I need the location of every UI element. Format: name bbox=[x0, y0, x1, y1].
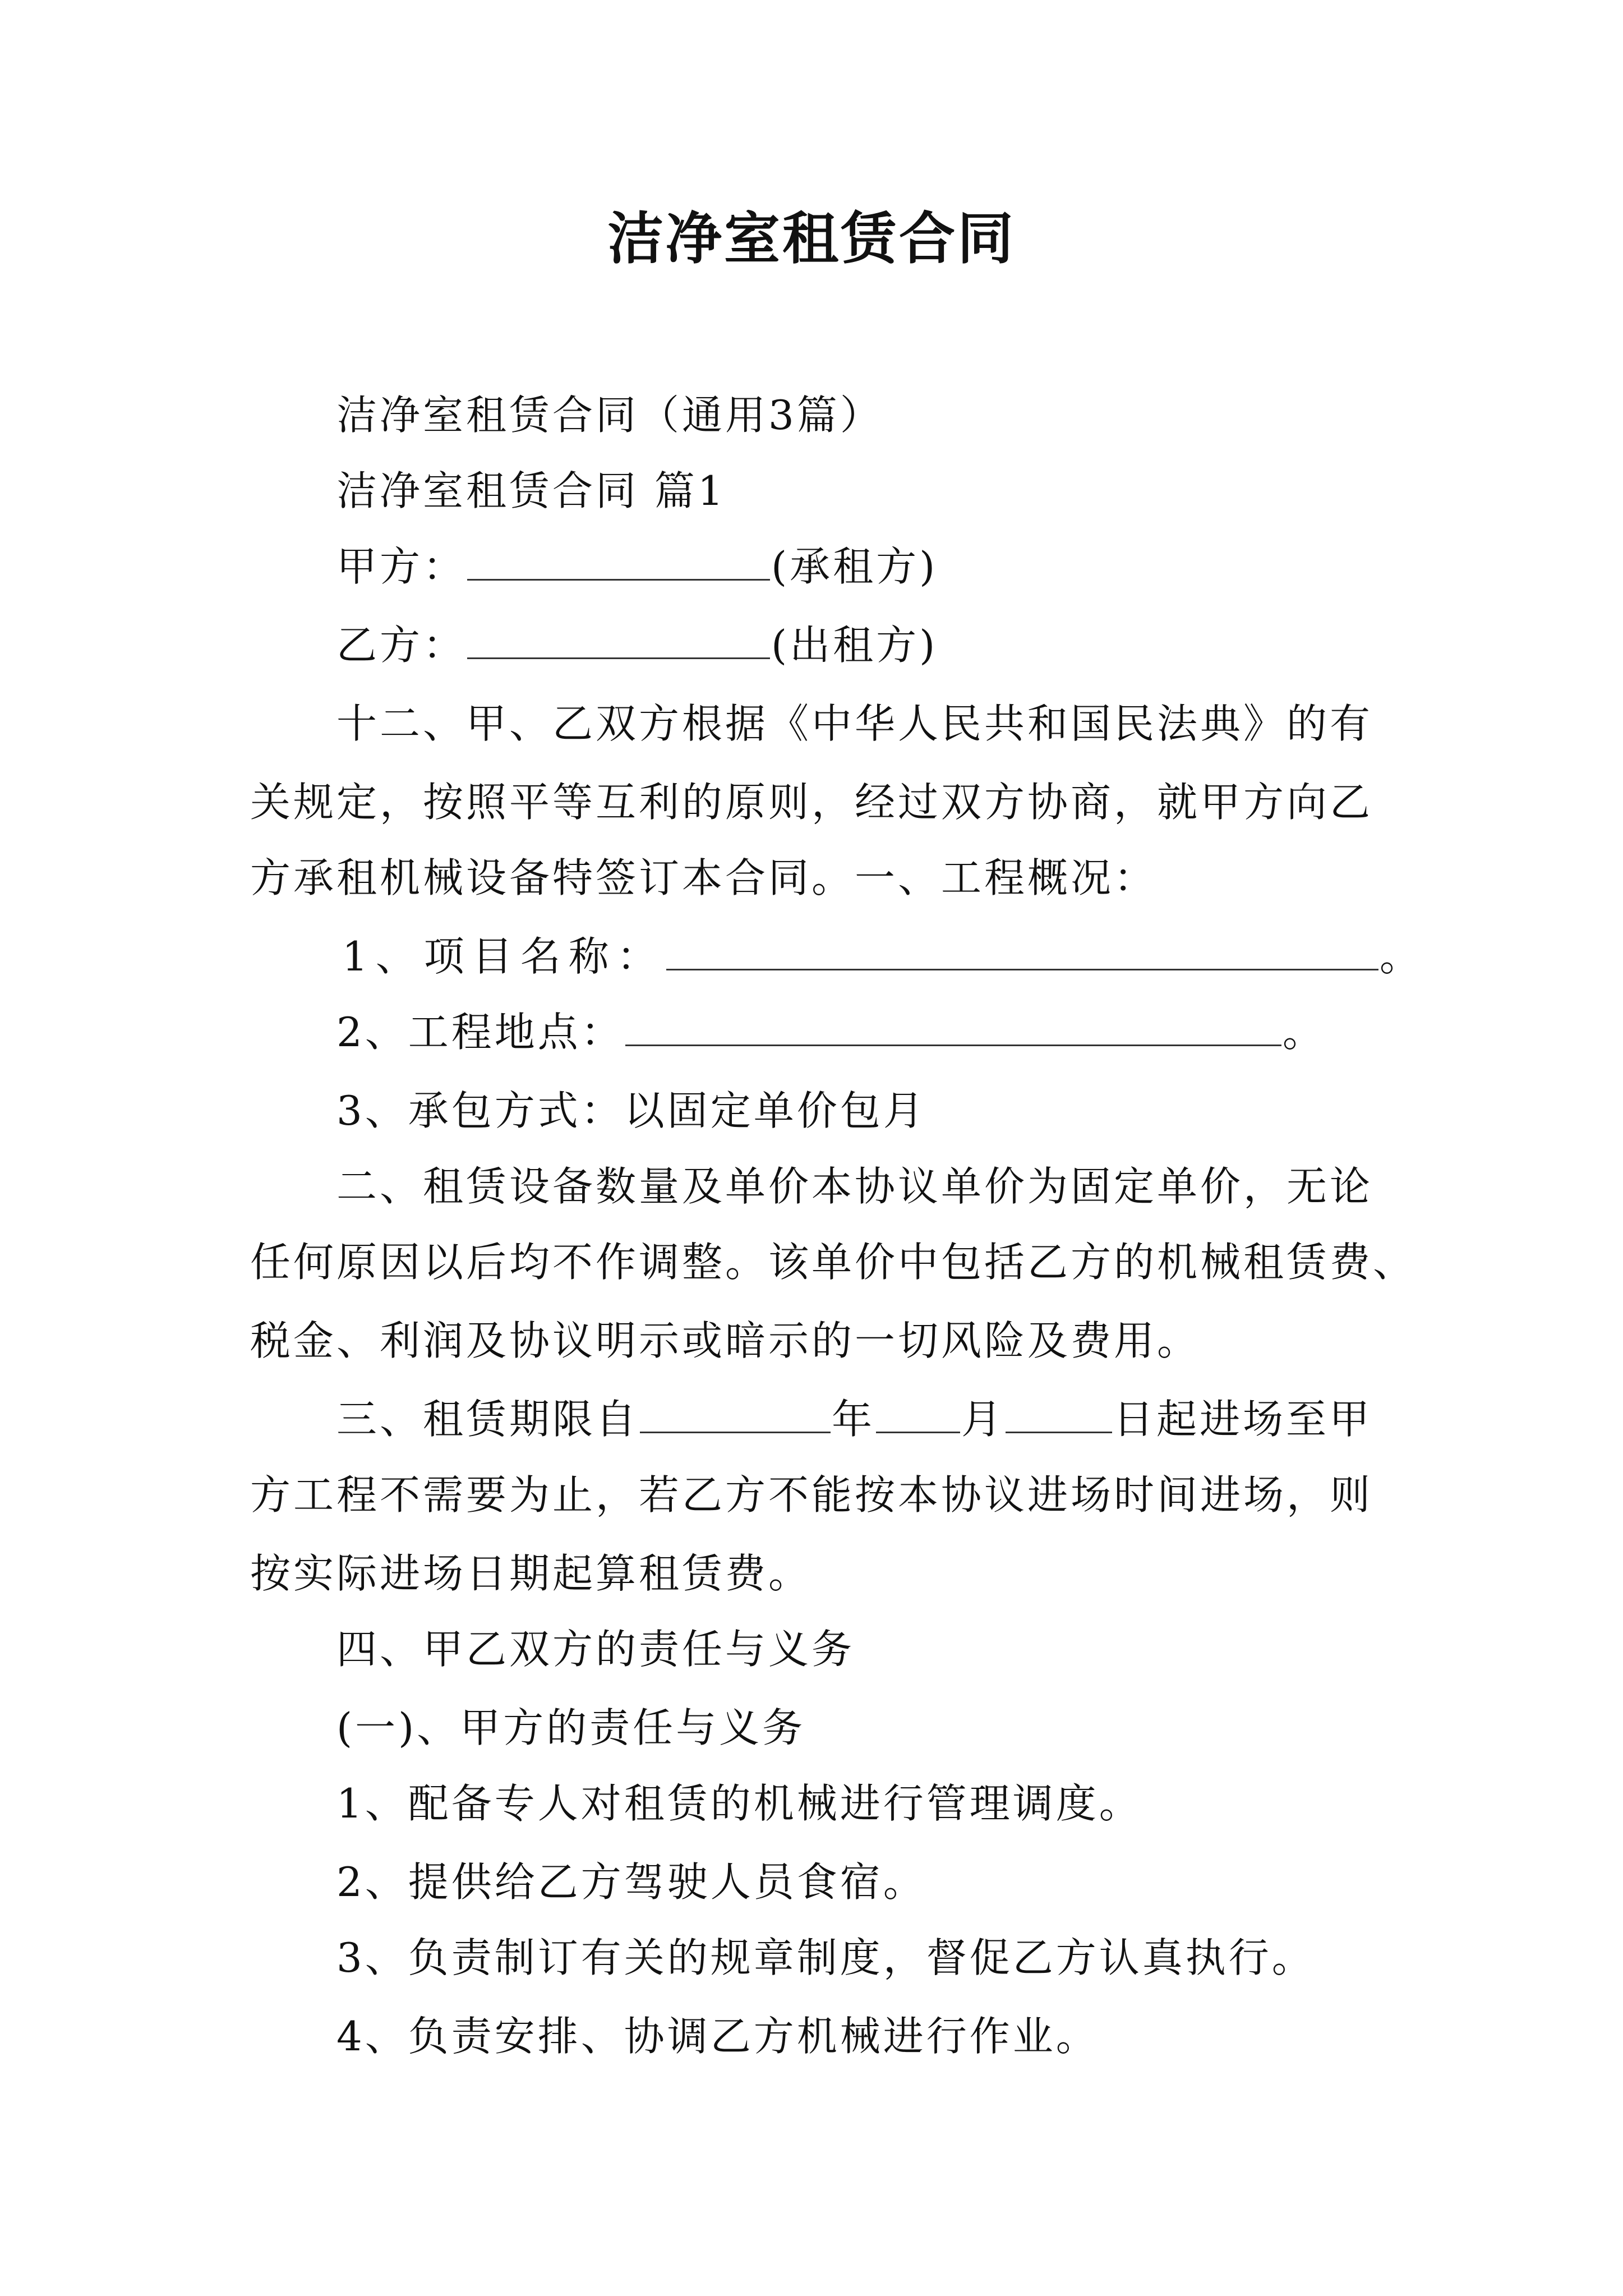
paragraph-3-line-1 bbox=[336, 1391, 1372, 1447]
party-a-line bbox=[336, 539, 938, 595]
item-1-end: 。 bbox=[1379, 933, 1428, 980]
section-4-1-heading: (一)、甲方的责任与义务 bbox=[336, 1704, 806, 1751]
item-1-line bbox=[342, 928, 1428, 984]
item-2-line bbox=[336, 1004, 1326, 1060]
paragraph-12-line-3: 方承租机械设备特签订本合同。一、工程概况： bbox=[250, 854, 1158, 901]
subtitle: 洁净室租赁合同（通用3篇） bbox=[336, 392, 883, 439]
document-title: 洁净室租赁合同 bbox=[607, 205, 1016, 272]
duty-4: 4、负责安排、协调乙方机械进行作业。 bbox=[336, 2013, 1099, 2060]
lease-day-label: 日起进场至甲 bbox=[1113, 1396, 1373, 1443]
party-a-role: (承租方) bbox=[771, 543, 938, 590]
party-a-blank bbox=[467, 540, 770, 581]
duty-1: 1、配备专人对租赁的机械进行管理调度。 bbox=[336, 1780, 1142, 1827]
party-b-label: 乙方： bbox=[336, 622, 467, 669]
lease-month-label: 月 bbox=[961, 1396, 1005, 1443]
duty-3: 3、负责制订有关的规章制度，督促乙方认真执行。 bbox=[336, 1934, 1315, 1981]
paragraph-3-line-2: 方工程不需要为止，若乙方不能按本协议进场时间进场，则 bbox=[250, 1471, 1373, 1519]
item-3-line: 3、承包方式：以固定单价包月 bbox=[336, 1087, 926, 1134]
section-4-heading: 四、甲乙双方的责任与义务 bbox=[336, 1626, 855, 1673]
paragraph-12-line-2: 关规定，按照平等互利的原则，经过双方协商，就甲方向乙 bbox=[250, 779, 1373, 826]
party-b-line bbox=[336, 617, 938, 673]
party-a-label: 甲方： bbox=[336, 543, 467, 590]
item-2-end: 。 bbox=[1282, 1009, 1326, 1056]
lease-month-blank bbox=[876, 1392, 960, 1433]
duty-2: 2、提供给乙方驾驶人员食宿。 bbox=[336, 1858, 926, 1906]
party-b-role: (出租方) bbox=[771, 622, 938, 669]
paragraph-2-line-2: 任何原因以后均不作调整。该单价中包括乙方的机械租赁费、 bbox=[250, 1239, 1417, 1286]
item-2-blank bbox=[625, 1005, 1281, 1046]
party-b-blank bbox=[467, 618, 770, 659]
lease-year-blank bbox=[640, 1392, 831, 1433]
paragraph-2-line-1: 二、租赁设备数量及单价本协议单价为固定单价，无论 bbox=[336, 1163, 1373, 1210]
paragraph-3-line-3: 按实际进场日期起算租赁费。 bbox=[250, 1550, 812, 1597]
item-2-label: 2、工程地点： bbox=[336, 1009, 624, 1056]
lease-term-label: 三、租赁期限自 bbox=[336, 1396, 639, 1443]
paragraph-2-line-3: 税金、利润及协议明示或暗示的一切风险及费用。 bbox=[250, 1317, 1201, 1364]
lease-day-blank bbox=[1006, 1392, 1112, 1433]
item-1-label: 1、项目名称： bbox=[342, 933, 665, 980]
item-1-blank bbox=[666, 930, 1378, 970]
paragraph-12-line-1: 十二、甲、乙双方根据《中华人民共和国民法典》的有 bbox=[336, 700, 1373, 747]
lease-year-label: 年 bbox=[832, 1396, 875, 1443]
part-heading: 洁净室租赁合同 篇1 bbox=[336, 467, 726, 514]
